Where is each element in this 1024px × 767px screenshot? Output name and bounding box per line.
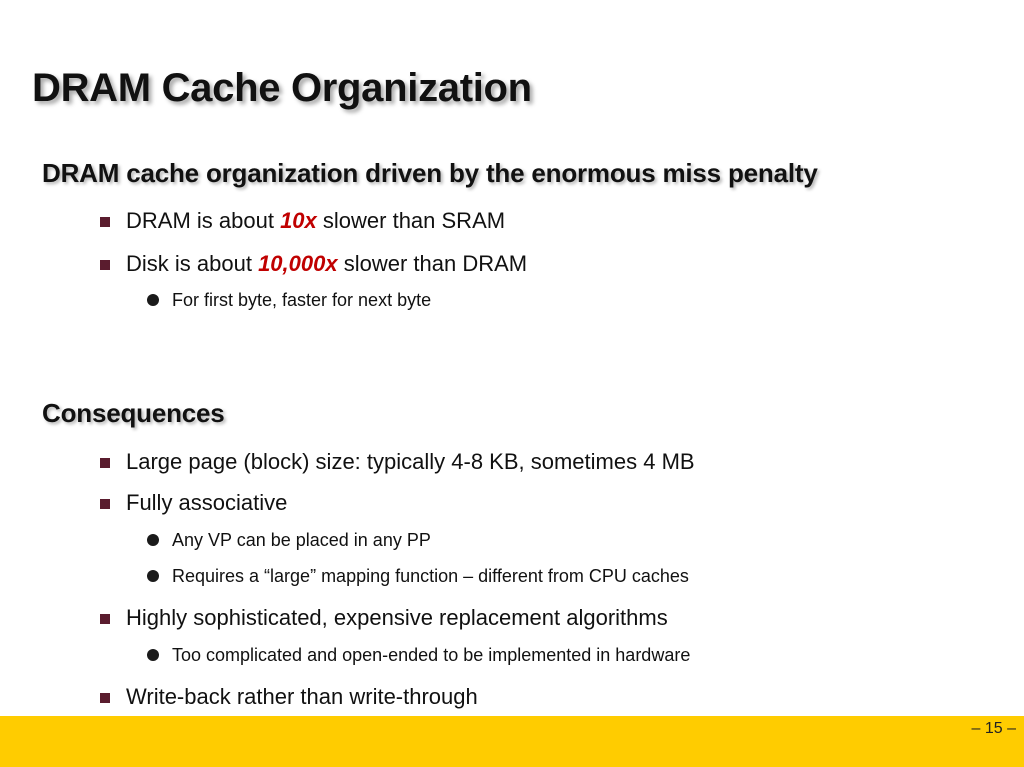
- sub-list-item-text: Any VP can be placed in any PP: [172, 530, 431, 550]
- round-bullet-icon: [147, 294, 159, 306]
- square-bullet-icon: [100, 614, 110, 624]
- list-item-text: Fully associative: [126, 490, 288, 515]
- square-bullet-icon: [100, 499, 110, 509]
- page-number: – 15 –: [971, 720, 1016, 737]
- sub-list-item-text: Requires a “large” mapping function – different from CPU caches: [172, 566, 689, 586]
- list-item-text: Write-back rather than write-through: [126, 684, 478, 709]
- slide-title: DRAM Cache Organization: [32, 66, 532, 110]
- sub-list-item-text: Too complicated and open-ended to be implemented in hardware: [172, 645, 691, 665]
- section-heading-consequences: Consequences: [42, 398, 225, 428]
- emphasis-value: 10x: [280, 208, 317, 233]
- list-item-text: Highly sophisticated, expensive replacement algorithms: [126, 605, 668, 630]
- emphasis-value: 10,000x: [258, 251, 338, 276]
- footer-bar: [0, 716, 1024, 767]
- round-bullet-icon: [147, 649, 159, 661]
- list-item-text: Large page (block) size: typically 4-8 KB, sometimes 4 MB: [126, 449, 695, 474]
- round-bullet-icon: [147, 534, 159, 546]
- section-heading-miss-penalty: DRAM cache organization driven by the enormous miss penalty: [42, 158, 818, 188]
- square-bullet-icon: [100, 260, 110, 270]
- list-item-text: Disk is about 10,000x slower than DRAM: [126, 251, 528, 276]
- square-bullet-icon: [100, 458, 110, 468]
- sub-list-item-text: For first byte, faster for next byte: [172, 290, 432, 310]
- square-bullet-icon: [100, 217, 110, 227]
- square-bullet-icon: [100, 693, 110, 703]
- round-bullet-icon: [147, 570, 159, 582]
- list-item-text: DRAM is about 10x slower than SRAM: [126, 208, 506, 233]
